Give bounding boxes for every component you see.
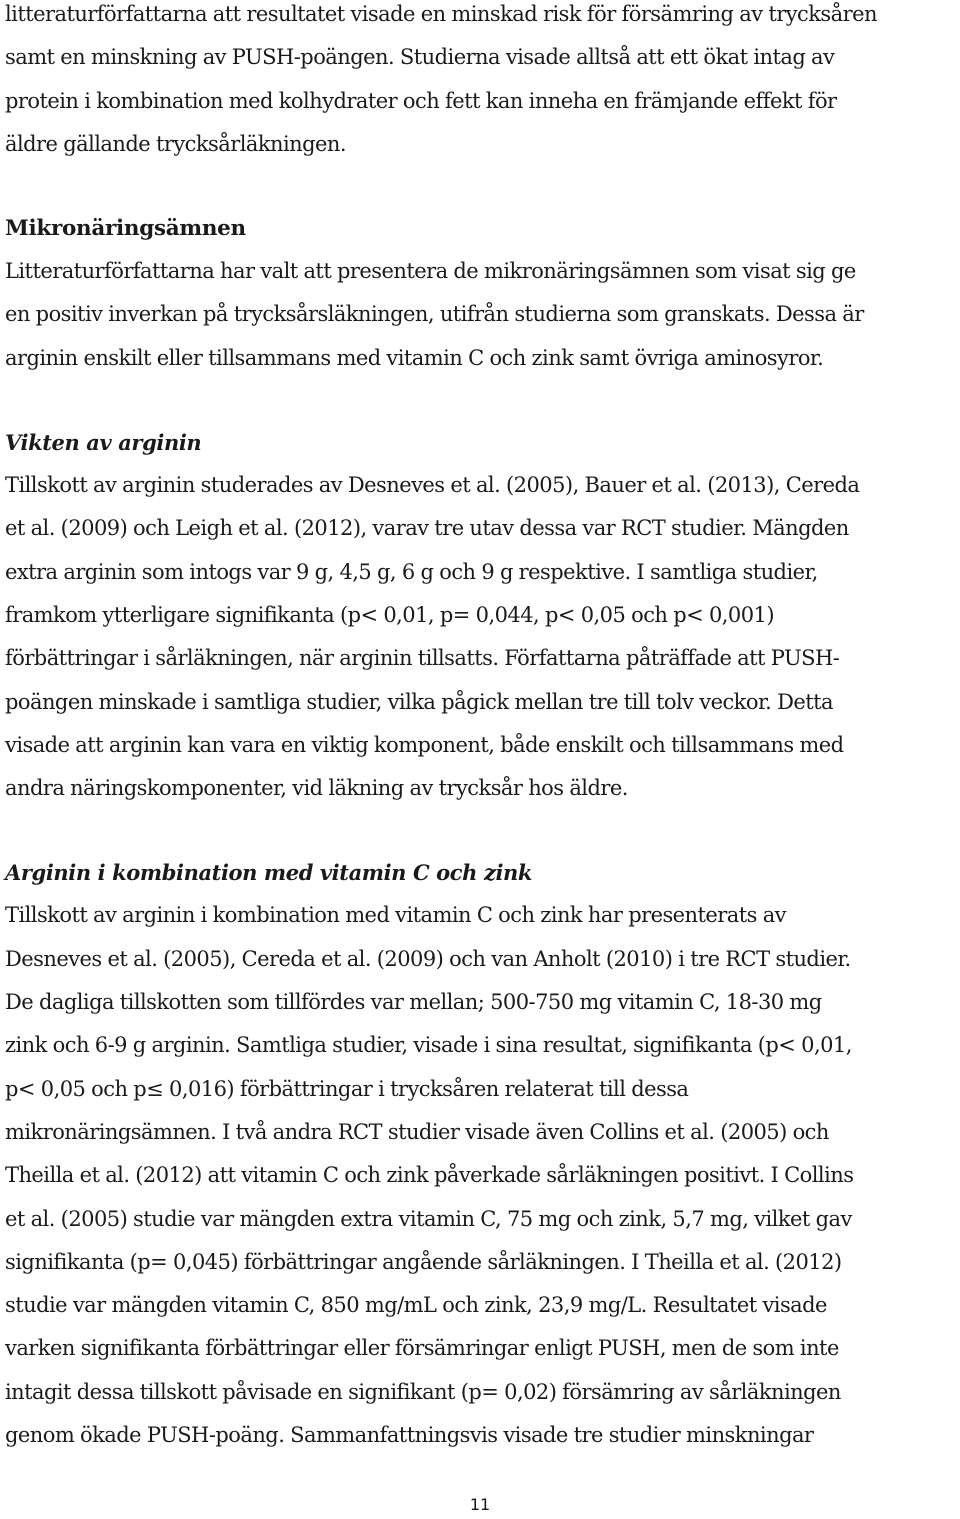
text-line: äldre gällande trycksårläkningen. <box>5 131 347 156</box>
text-line: förbättringar i sårläkningen, när arginin tillsatts. Författarna påträffade att PUSH- <box>5 646 840 671</box>
text-line: De dagliga tillskotten som tillfördes var mellan; 500-750 mg vitamin C, 18-30 mg <box>5 990 822 1015</box>
text-line: mikronäringsämnen. I två andra RCT studier visade även Collins et al. (2005) och <box>5 1119 829 1144</box>
text-line: signifikanta (p= 0,045) förbättringar angående sårläkningen. I Theilla et al. (2012) <box>5 1249 842 1274</box>
text-line: studie var mängden vitamin C, 850 mg/mL och zink, 23,9 mg/L. Resultatet visade <box>5 1293 827 1318</box>
text-line: andra näringskomponenter, vid läkning av trycksår hos äldre. <box>5 776 628 801</box>
text-line: zink och 6-9 g arginin. Samtliga studier, visade i sina resultat, signifikanta (p< 0,01, <box>5 1033 852 1058</box>
text-line: Litteraturförfattarna har valt att presentera de mikronäringsämnen som visat sig ge <box>5 259 856 284</box>
text-line: arginin enskilt eller tillsammans med vitamin C och zink samt övriga aminosyror. <box>5 345 824 370</box>
text-line: Desneves et al. (2005), Cereda et al. (2009) och van Anholt (2010) i tre RCT studier. <box>5 946 851 971</box>
text-line: Tillskott av arginin studerades av Desneves et al. (2005), Bauer et al. (2013), Cereda <box>5 473 860 498</box>
subsection-heading-combination: Arginin i kombination med vitamin C och zink <box>5 860 533 886</box>
document-page <box>5 0 955 1457</box>
section-heading-micronutrients: Mikronäringsämnen <box>5 216 246 242</box>
text-line: samt en minskning av PUSH-poängen. Studierna visade alltså att ett ökat intag av <box>5 45 835 70</box>
intro-paragraph <box>5 0 955 166</box>
text-line: et al. (2005) studie var mängden extra vitamin C, 75 mg och zink, 5,7 mg, vilket gav <box>5 1206 852 1231</box>
micronutrients-paragraph <box>5 250 955 380</box>
text-line: extra arginin som intogs var 9 g, 4,5 g, 6 g och 9 g respektive. I samtliga studier, <box>5 559 818 584</box>
text-line: varken signifikanta förbättringar eller försämringar enligt PUSH, men de som inte <box>5 1336 839 1361</box>
text-line: p< 0,05 och p≤ 0,016) förbättringar i trycksåren relaterat till dessa <box>5 1076 689 1101</box>
text-line: en positiv inverkan på trycksårsläkningen, utifrån studierna som granskats. Dessa är <box>5 302 864 327</box>
text-line: Theilla et al. (2012) att vitamin C och zink påverkade sårläkningen positivt. I Collins <box>5 1163 854 1188</box>
paragraph-spacer <box>5 810 955 851</box>
text-line: litteraturförfattarna att resultatet visade en minskad risk för försämring av trycksåren <box>5 2 877 26</box>
text-line: protein i kombination med kolhydrater och fett kan inneha en främjande effekt för <box>5 88 837 113</box>
combination-paragraph <box>5 894 955 1457</box>
text-line: et al. (2009) och Leigh et al. (2012), varav tre utav dessa var RCT studier. Mängden <box>5 516 849 541</box>
arginine-paragraph <box>5 464 955 810</box>
page-number: 11 <box>469 1495 491 1514</box>
text-line: poängen minskade i samtliga studier, vilka pågick mellan tre till tolv veckor. Detta <box>5 689 833 714</box>
text-line: genom ökade PUSH-poäng. Sammanfattningsvis visade tre studier minskningar <box>5 1423 814 1448</box>
text-line: visade att arginin kan vara en viktig komponent, både enskilt och tillsammans med <box>5 732 844 757</box>
paragraph-spacer <box>5 166 955 207</box>
paragraph-spacer <box>5 380 955 421</box>
text-line: framkom ytterligare signifikanta (p< 0,01, p= 0,044, p< 0,05 och p< 0,001) <box>5 602 774 627</box>
text-line: Tillskott av arginin i kombination med vitamin C och zink har presenterats av <box>5 903 786 928</box>
subsection-heading-arginine: Vikten av arginin <box>5 430 202 456</box>
text-line: intagit dessa tillskott påvisade en signifikant (p= 0,02) försämring av sårläkningen <box>5 1379 841 1404</box>
